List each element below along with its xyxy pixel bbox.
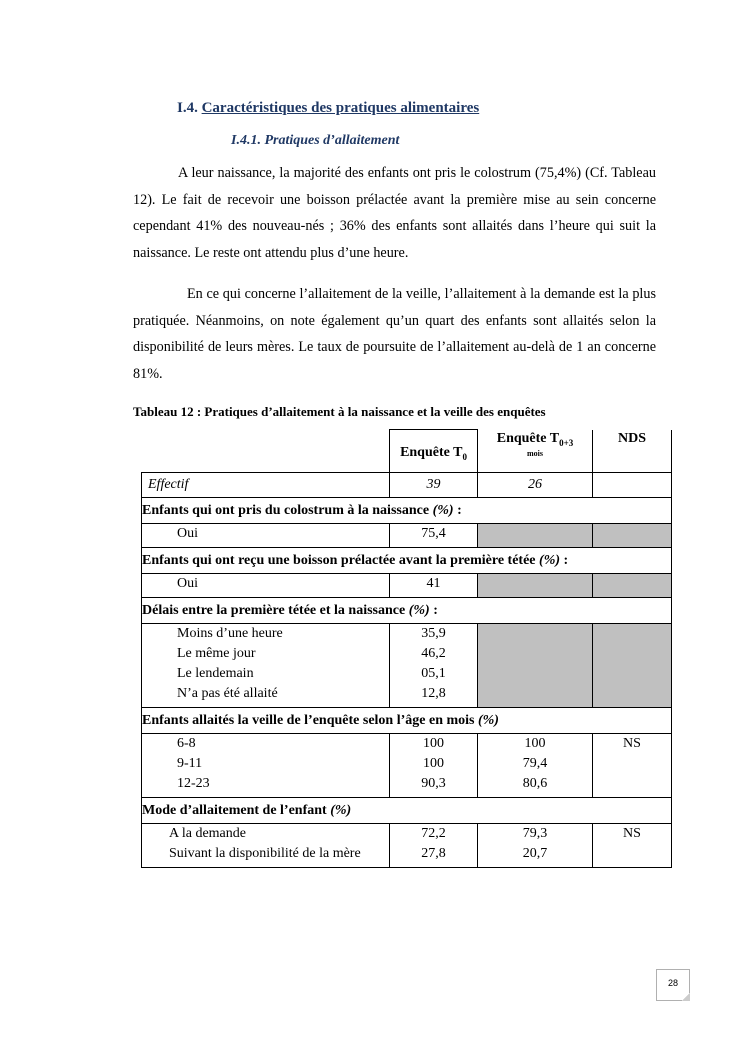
table-row [142, 524, 672, 548]
section-suffix: : [429, 603, 438, 618]
section-title-cell [142, 798, 672, 824]
row-nds [593, 684, 672, 708]
section-title: Délais entre la première tétée et la naissance [142, 603, 406, 618]
row-t3: 79,4 [478, 754, 593, 774]
header-empty-cell [142, 430, 390, 473]
section-unit: (%) [539, 553, 561, 568]
row-t0: 46,2 [390, 644, 478, 664]
table-header-row [142, 430, 672, 473]
row-t0: 72,2 [390, 824, 478, 845]
section-number: I.4. [177, 100, 198, 116]
row-label: N’a pas été allaité [142, 684, 390, 708]
section-title-cell [142, 548, 672, 574]
row-label: Moins d’une heure [142, 624, 390, 645]
table-row [142, 644, 672, 664]
section-unit: (%) [408, 603, 430, 618]
section-unit: (%) [432, 503, 454, 518]
table-row [142, 684, 672, 708]
section-title-cell [142, 498, 672, 524]
row-t3 [478, 664, 593, 684]
row-t0: 41 [390, 574, 478, 598]
section-title: Enfants allaités la veille de l’enquête selon l’âge en mois [142, 713, 475, 728]
row-nds [593, 754, 672, 774]
section-title: Caractéristiques des pratiques alimentaires [201, 100, 480, 116]
section-unit: (%) [477, 713, 499, 728]
paragraph-1: A leur naissance, la majorité des enfants ont pris le colostrum (75,4%) (Cf. Tableau 12). Le fait de recevoir une boisson prélactée avant la première mise au sein concerne cependant 41% des nouveau-nés ; 36% des enfants sont allaités dans l’heure qui suit la naissance. Le reste ont attendu plus d’une heure. [133, 165, 656, 261]
table-row [142, 574, 672, 598]
header-t0-sub: 0 [462, 451, 467, 462]
effectif-t3: 26 [478, 473, 593, 498]
row-t3 [478, 524, 593, 548]
section-row [142, 548, 672, 574]
row-t0: 05,1 [390, 664, 478, 684]
table-row [142, 734, 672, 755]
section-title-cell [142, 598, 672, 624]
row-label: A la demande [142, 824, 390, 845]
row-t3 [478, 574, 593, 598]
section-title: Enfants qui ont reçu une boisson prélactée avant la première tétée [142, 553, 536, 568]
section-title-cell [142, 708, 672, 734]
row-nds [593, 664, 672, 684]
section-unit: (%) [330, 803, 352, 818]
header-t3 [478, 430, 593, 473]
row-t0: 90,3 [390, 774, 478, 798]
section-row [142, 708, 672, 734]
row-t3: 100 [478, 734, 593, 755]
row-nds: NS [593, 824, 672, 845]
breastfeeding-table [141, 429, 672, 868]
row-label: Oui [142, 574, 390, 598]
effectif-nds [593, 473, 672, 498]
header-t0 [390, 430, 478, 473]
paragraph-2: En ce qui concerne l’allaitement de la veille, l’allaitement à la demande est la plus pratiquée. Néanmoins, on note également qu’un quart des enfants sont allaités selon la disponibilité de leurs mères. Le taux de poursuite de l’allaitement au-delà de 1 an concerne 81%. [133, 286, 656, 382]
effectif-t0: 39 [390, 473, 478, 498]
row-t3: 80,6 [478, 774, 593, 798]
header-t0-label: Enquête T [400, 444, 463, 460]
section-suffix: : [560, 553, 569, 568]
header-t3-sub: 0+3 [559, 437, 574, 448]
row-nds [593, 644, 672, 664]
row-t0: 75,4 [390, 524, 478, 548]
row-t0: 12,8 [390, 684, 478, 708]
row-label: 12-23 [142, 774, 390, 798]
section-suffix: : [453, 503, 462, 518]
row-t0: 35,9 [390, 624, 478, 645]
section-title: Mode d’allaitement de l’enfant [142, 803, 327, 818]
table-row [142, 624, 672, 645]
header-t3-note: mois [527, 449, 543, 459]
section-heading [177, 100, 479, 117]
section-row [142, 798, 672, 824]
row-label: Le même jour [142, 644, 390, 664]
row-label: 9-11 [142, 754, 390, 774]
subsection-heading: I.4.1. Pratiques d’allaitement [231, 133, 400, 148]
row-nds [593, 624, 672, 645]
header-nds: NDS [593, 430, 672, 473]
row-t3: 79,3 [478, 824, 593, 845]
row-label: Le lendemain [142, 664, 390, 684]
row-t0: 100 [390, 754, 478, 774]
row-nds [593, 844, 672, 868]
row-nds: NS [593, 734, 672, 755]
page-number: 28 [656, 969, 690, 1001]
row-t3: 20,7 [478, 844, 593, 868]
row-t0: 100 [390, 734, 478, 755]
row-nds [593, 574, 672, 598]
table-row [142, 774, 672, 798]
header-t3-label: Enquête T [496, 430, 560, 446]
table-row [142, 754, 672, 774]
table-row [142, 824, 672, 845]
row-nds [593, 774, 672, 798]
row-t0: 27,8 [390, 844, 478, 868]
row-t3 [478, 644, 593, 664]
section-row [142, 598, 672, 624]
table-caption: Tableau 12 : Pratiques d’allaitement à la naissance et la veille des enquêtes [133, 404, 546, 419]
row-t3 [478, 624, 593, 645]
row-t3 [478, 684, 593, 708]
table-row [142, 844, 672, 868]
effectif-label: Effectif [142, 473, 390, 498]
row-label: Suivant la disponibilité de la mère [142, 844, 390, 868]
table-row [142, 664, 672, 684]
row-nds [593, 524, 672, 548]
row-label: 6-8 [142, 734, 390, 755]
effectif-row [142, 473, 672, 498]
row-label: Oui [142, 524, 390, 548]
section-row [142, 498, 672, 524]
section-title: Enfants qui ont pris du colostrum à la naissance [142, 503, 430, 518]
